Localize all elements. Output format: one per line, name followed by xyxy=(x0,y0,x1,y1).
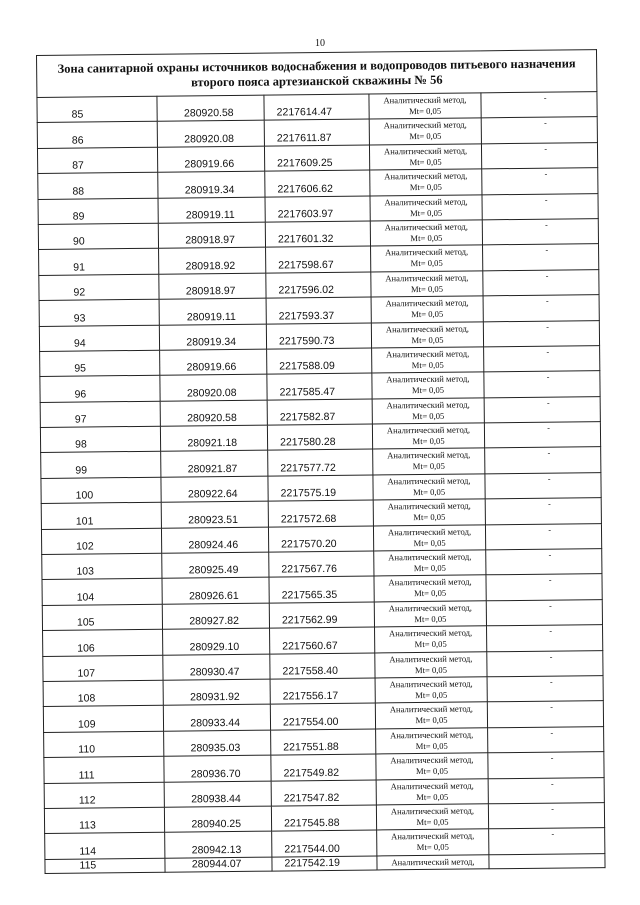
coordinate-x: 280924.46 xyxy=(161,527,268,554)
method-accuracy: Mt= 0,05 xyxy=(411,385,445,396)
coordinate-y: 2217560.67 xyxy=(270,627,375,653)
coordinate-y: 2217593.37 xyxy=(266,297,371,323)
coordinate-x: 280918.97 xyxy=(158,222,265,249)
accuracy-cell xyxy=(489,853,605,868)
coordinate-x: 280925.49 xyxy=(162,552,269,579)
determination-method xyxy=(377,855,489,870)
method-accuracy: Mt= 0,05 xyxy=(415,765,449,777)
accuracy-mark: - xyxy=(487,676,603,703)
method-accuracy: Mt= 0,05 xyxy=(414,613,447,624)
accuracy-mark: - xyxy=(484,346,600,373)
method-label: Аналитический метод, xyxy=(386,348,470,360)
coordinate-y: 2217549.82 xyxy=(271,754,376,780)
coordinate-x: 280942.13 xyxy=(165,831,272,858)
method-label: Аналитический метод, xyxy=(388,602,472,614)
method-label: Аналитический метод, xyxy=(384,196,468,207)
point-number: 93 xyxy=(39,299,159,326)
accuracy-mark: - xyxy=(486,549,602,576)
method-accuracy: Mt= 0,05 xyxy=(409,156,442,167)
coordinate-x: 280921.18 xyxy=(160,425,267,452)
accuracy-mark: - xyxy=(484,371,600,398)
determination-method xyxy=(375,651,487,678)
coordinate-y: 2217558.40 xyxy=(270,653,375,679)
coordinate-x: 280921.87 xyxy=(161,451,268,478)
accuracy-mark: - xyxy=(483,320,599,347)
accuracy-mark: - xyxy=(488,777,604,804)
coordinate-x: 280920.08 xyxy=(157,121,264,148)
coordinate-y: 2217556.17 xyxy=(270,678,375,704)
method-label: Аналитический метод, xyxy=(389,703,473,715)
point-number: 87 xyxy=(37,147,157,174)
coordinate-y: 2217542.19 xyxy=(272,856,377,871)
determination-method xyxy=(374,601,486,628)
method-label: Аналитический метод, xyxy=(385,322,469,334)
coordinate-x: 280920.58 xyxy=(157,95,264,122)
coordinate-x: 280936.70 xyxy=(164,755,271,782)
table-title-row xyxy=(37,50,597,98)
coordinate-y: 2217554.00 xyxy=(270,703,375,729)
method-label: Аналитический метод, xyxy=(383,145,468,157)
determination-method xyxy=(376,778,488,805)
table-title: Зона санитарной охраны источников водоснабжения и водопроводов питьевого назначения второго пояса артезианской скважины № 56 xyxy=(37,50,597,98)
method-accuracy: Mt= 0,05 xyxy=(412,410,445,421)
accuracy-mark: - xyxy=(483,295,599,322)
coordinate-y: 2217606.62 xyxy=(265,170,370,196)
accuracy-mark: - xyxy=(481,142,597,169)
point-number: 108 xyxy=(43,680,163,707)
coordinate-x: 280926.61 xyxy=(162,578,269,605)
point-number: 91 xyxy=(39,249,159,276)
determination-method xyxy=(369,144,481,171)
determination-method xyxy=(377,829,489,856)
point-number: 95 xyxy=(40,350,160,377)
method-label: Аналитический метод, xyxy=(384,170,468,182)
coordinate-x: 280927.82 xyxy=(162,603,269,630)
method-accuracy: Mt= 0,05 xyxy=(410,283,444,294)
coordinate-y: 2217588.09 xyxy=(267,348,372,374)
point-number: 100 xyxy=(41,477,161,504)
point-number: 114 xyxy=(45,833,165,860)
coordinate-y: 2217565.35 xyxy=(269,576,374,602)
coordinate-x: 280920.08 xyxy=(160,374,267,401)
determination-method xyxy=(375,626,487,653)
coordinates-sheet xyxy=(36,49,605,874)
coordinate-x: 280918.97 xyxy=(159,273,266,300)
coordinate-y: 2217562.99 xyxy=(269,602,374,628)
method-label: Аналитический метод, xyxy=(388,576,472,588)
point-number: 109 xyxy=(43,706,163,733)
accuracy-mark: - xyxy=(486,574,602,601)
method-label: Аналитический метод, xyxy=(388,551,472,563)
method-accuracy: Mt= 0,05 xyxy=(413,562,446,574)
point-number: 104 xyxy=(42,579,162,606)
point-number: 106 xyxy=(43,629,163,656)
coordinate-x: 280940.25 xyxy=(164,806,271,833)
method-accuracy: Mt= 0,05 xyxy=(413,511,446,523)
point-number: 110 xyxy=(44,731,164,758)
determination-method xyxy=(371,296,483,323)
accuracy-mark: - xyxy=(488,752,604,779)
coordinate-y: 2217596.02 xyxy=(266,272,371,298)
point-number: 92 xyxy=(39,274,159,301)
method-accuracy: Mt= 0,05 xyxy=(414,664,448,675)
method-label: Аналитический метод, xyxy=(383,94,467,106)
point-number: 99 xyxy=(41,452,161,479)
coordinate-x: 280919.34 xyxy=(159,324,266,351)
coordinates-table xyxy=(36,49,606,874)
coordinate-y: 2217603.97 xyxy=(265,196,370,222)
accuracy-mark: - xyxy=(484,422,600,449)
accuracy-mark: - xyxy=(486,599,602,626)
method-label: Аналитический метод, xyxy=(390,754,474,766)
accuracy-mark: - xyxy=(489,828,605,855)
determination-method xyxy=(374,550,486,577)
coordinate-x: 280930.47 xyxy=(163,654,270,681)
method-accuracy: Mt= 0,05 xyxy=(409,131,442,142)
coordinate-x: 280919.11 xyxy=(158,197,265,224)
accuracy-mark: - xyxy=(481,92,597,119)
method-accuracy: Mt= 0,05 xyxy=(414,638,447,650)
determination-method xyxy=(371,321,483,348)
determination-method xyxy=(370,220,482,247)
method-accuracy: Mt= 0,05 xyxy=(412,461,445,472)
point-number: 90 xyxy=(38,223,158,250)
coordinate-y: 2217572.68 xyxy=(268,500,373,526)
accuracy-mark: - xyxy=(488,726,604,753)
coordinate-y: 2217545.88 xyxy=(271,805,376,831)
point-number: 107 xyxy=(43,655,163,682)
coordinate-y: 2217551.88 xyxy=(271,729,376,755)
accuracy-mark: - xyxy=(485,447,601,474)
coordinate-x: 280919.66 xyxy=(160,349,267,376)
method-label: Аналитический метод, xyxy=(390,729,474,741)
method-label: Аналитический метод, xyxy=(388,627,473,639)
determination-method xyxy=(376,804,488,831)
determination-method xyxy=(375,677,487,704)
coordinate-y: 2217601.32 xyxy=(265,221,370,247)
accuracy-mark: - xyxy=(487,625,603,652)
coordinate-x: 280919.66 xyxy=(157,146,264,173)
determination-method xyxy=(372,372,484,399)
method-label: Аналитический метод, xyxy=(389,678,473,690)
determination-method xyxy=(374,575,486,602)
accuracy-mark: - xyxy=(482,168,598,195)
point-number: 89 xyxy=(38,198,158,225)
method-accuracy: Mt= 0,05 xyxy=(415,689,448,701)
coordinate-y: 2217580.28 xyxy=(267,424,372,450)
method-label: Аналитический метод, xyxy=(385,272,469,284)
coordinate-x: 280944.07 xyxy=(165,857,272,872)
method-accuracy: Mt= 0,05 xyxy=(416,842,449,853)
coordinate-y: 2217577.72 xyxy=(268,449,373,475)
point-number: 94 xyxy=(39,325,159,352)
coordinate-y: 2217609.25 xyxy=(264,145,369,171)
method-label: Аналитический метод, xyxy=(390,780,474,791)
coordinate-x: 280923.51 xyxy=(161,501,268,528)
determination-method xyxy=(376,753,488,780)
method-label: Аналитический метод, xyxy=(386,373,470,385)
determination-method xyxy=(371,271,483,298)
method-label: Аналитический метод, xyxy=(386,424,471,436)
accuracy-mark: - xyxy=(482,193,598,220)
method-label: Аналитический метод, xyxy=(387,475,471,487)
coordinate-x: 280920.58 xyxy=(160,400,267,427)
point-number: 86 xyxy=(37,122,157,149)
accuracy-mark: - xyxy=(485,498,601,525)
coordinate-x: 280935.03 xyxy=(164,730,271,757)
coordinate-y: 2217582.87 xyxy=(267,399,372,425)
coordinate-x: 280919.34 xyxy=(158,171,265,198)
point-number: 103 xyxy=(42,553,162,580)
coordinate-y: 2217567.76 xyxy=(269,551,374,577)
method-accuracy: Mt= 0,05 xyxy=(416,791,449,802)
coordinate-y: 2217614.47 xyxy=(264,94,369,120)
method-label: Аналитический метод, xyxy=(385,297,469,309)
accuracy-mark: - xyxy=(485,472,601,499)
accuracy-mark: - xyxy=(485,523,601,550)
coordinate-y: 2217585.47 xyxy=(267,373,372,399)
method-accuracy: Mt= 0,05 xyxy=(415,740,448,751)
method-label: Аналитический метод, xyxy=(384,221,468,233)
table-body xyxy=(37,92,605,874)
point-number: 112 xyxy=(44,782,164,809)
accuracy-mark: - xyxy=(488,803,604,830)
coordinate-y: 2217590.73 xyxy=(266,323,371,349)
coordinate-x: 280919.11 xyxy=(159,298,266,325)
determination-method xyxy=(373,524,485,551)
coordinate-y: 2217611.87 xyxy=(264,119,369,145)
accuracy-mark: - xyxy=(483,244,599,271)
point-number: 115 xyxy=(45,858,165,873)
point-number: 97 xyxy=(40,401,160,428)
method-label: Аналитический метод, xyxy=(387,449,471,461)
page-number: 10 xyxy=(315,38,325,49)
method-accuracy: Mt= 0,05 xyxy=(416,816,449,827)
determination-method xyxy=(370,169,482,196)
accuracy-mark: - xyxy=(484,396,600,423)
determination-method xyxy=(372,347,484,374)
point-number: 102 xyxy=(41,528,161,555)
point-number: 98 xyxy=(40,426,160,453)
coordinate-y: 2217575.19 xyxy=(268,475,373,501)
determination-method xyxy=(373,474,485,501)
method-label: Аналитический метод, xyxy=(386,399,470,411)
method-accuracy: Mt= 0,05 xyxy=(411,308,444,320)
point-number: 111 xyxy=(44,756,164,783)
method-accuracy: Mt= 0,05 xyxy=(412,486,446,497)
point-number: 88 xyxy=(38,172,158,199)
accuracy-mark: - xyxy=(482,219,598,246)
method-label: Аналитический метод, xyxy=(387,526,472,537)
method-accuracy: Mt= 0,05 xyxy=(412,435,445,447)
method-accuracy: Mt= 0,05 xyxy=(411,359,444,370)
point-number: 105 xyxy=(42,604,162,631)
method-accuracy: Mt= 0,05 xyxy=(414,588,447,599)
coordinate-x: 280918.92 xyxy=(159,247,266,274)
accuracy-mark: - xyxy=(483,269,599,296)
determination-method xyxy=(375,702,487,729)
method-accuracy: Mt= 0,05 xyxy=(410,232,443,244)
determination-method xyxy=(371,245,483,272)
point-number: 113 xyxy=(44,807,164,834)
determination-method xyxy=(372,423,484,450)
accuracy-mark: - xyxy=(481,117,597,144)
point-number: 101 xyxy=(41,502,161,529)
point-number: 96 xyxy=(40,376,160,403)
determination-method xyxy=(373,448,485,475)
method-label: Аналитический метод, xyxy=(391,830,475,842)
determination-method xyxy=(369,118,481,145)
coordinate-y: 2217570.20 xyxy=(268,526,373,552)
accuracy-mark: - xyxy=(487,650,603,677)
method-label: Аналитический метод, xyxy=(389,653,473,664)
method-label: Аналитический метод, xyxy=(387,500,471,512)
coordinate-x: 280931.92 xyxy=(163,679,270,706)
determination-method xyxy=(372,398,484,425)
method-accuracy: Mt= 0,05 xyxy=(409,105,442,117)
accuracy-mark: - xyxy=(487,701,603,728)
point-number: 85 xyxy=(37,96,157,123)
coordinate-x: 280933.44 xyxy=(163,704,270,731)
method-accuracy: Mt= 0,05 xyxy=(413,537,446,548)
method-accuracy: Mt= 0,05 xyxy=(410,207,443,218)
determination-method xyxy=(370,194,482,221)
coordinate-y: 2217544.00 xyxy=(272,830,377,856)
determination-method xyxy=(369,93,481,120)
coordinate-y: 2217598.67 xyxy=(266,246,371,272)
method-accuracy: Mt= 0,05 xyxy=(409,181,442,193)
method-label: Аналитический метод, xyxy=(390,805,475,817)
coordinate-y: 2217547.82 xyxy=(271,780,376,806)
method-label: Аналитический метод, xyxy=(391,856,475,868)
method-accuracy: Mt= 0,05 xyxy=(411,334,444,345)
method-label: Аналитический метод, xyxy=(384,246,469,258)
determination-method xyxy=(373,499,485,526)
coordinate-x: 280922.64 xyxy=(161,476,268,503)
method-accuracy: Mt= 0,05 xyxy=(410,258,443,269)
coordinate-x: 280929.10 xyxy=(163,628,270,655)
method-accuracy: Mt= 0,05 xyxy=(415,715,448,726)
determination-method xyxy=(376,728,488,755)
coordinate-x: 280938.44 xyxy=(164,781,271,808)
method-label: Аналитический метод, xyxy=(383,119,467,131)
